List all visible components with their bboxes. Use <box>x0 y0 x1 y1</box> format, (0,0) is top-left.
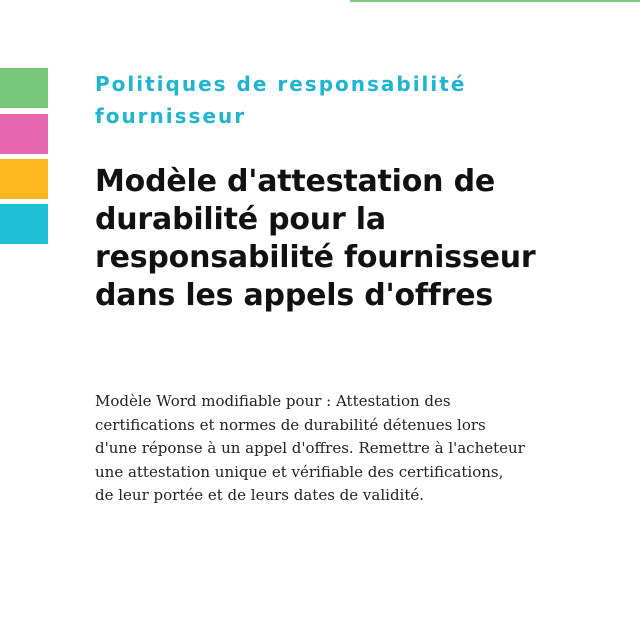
page-title: Modèle d'attestation de durabilité pour la responsabilité fournisseur dans les appels d'offres <box>95 164 536 313</box>
category-label: Politiques de responsabilité fournisseur <box>95 72 467 128</box>
green-color-swatch <box>0 68 48 108</box>
top-accent-line <box>350 0 640 2</box>
description-text: Modèle Word modifiable pour : Attestation des certifications et normes de durabilité détenues lors d'une réponse à un appel d'offres. Remettre à l'acheteur une attestation unique et vérifiable des certifications, de leur portée et de leurs dates de validité. <box>95 392 525 504</box>
pink-color-swatch <box>0 114 48 154</box>
cyan-color-swatch <box>0 204 48 244</box>
yellow-color-swatch <box>0 159 48 199</box>
